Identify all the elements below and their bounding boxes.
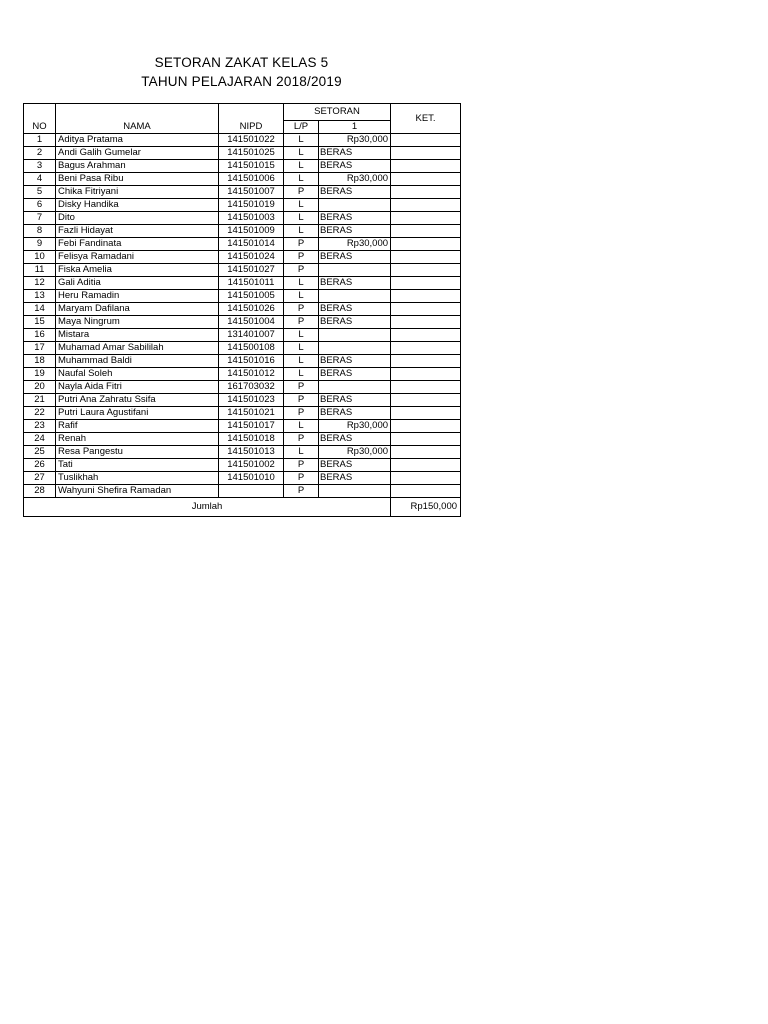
table-row bbox=[24, 329, 461, 342]
cell-setoran: Rp30,000 bbox=[319, 173, 391, 186]
table-row bbox=[24, 199, 461, 212]
cell-nama: Putri Laura Agustifani bbox=[56, 407, 219, 420]
header-setoran: SETORAN bbox=[284, 104, 391, 121]
cell-ket bbox=[391, 186, 461, 199]
cell-lp: L bbox=[284, 420, 319, 433]
cell-lp: P bbox=[284, 459, 319, 472]
cell-setoran: BERAS bbox=[319, 394, 391, 407]
table-row bbox=[24, 186, 461, 199]
cell-lp: P bbox=[284, 251, 319, 264]
cell-setoran: BERAS bbox=[319, 472, 391, 485]
cell-ket bbox=[391, 342, 461, 355]
cell-setoran: BERAS bbox=[319, 303, 391, 316]
cell-nama: Tati bbox=[56, 459, 219, 472]
cell-no: 15 bbox=[24, 316, 56, 329]
cell-no: 19 bbox=[24, 368, 56, 381]
cell-no: 27 bbox=[24, 472, 56, 485]
cell-nama: Fiska Amelia bbox=[56, 264, 219, 277]
cell-lp: L bbox=[284, 225, 319, 238]
cell-ket bbox=[391, 199, 461, 212]
cell-nama: Bagus Arahman bbox=[56, 160, 219, 173]
cell-nipd: 141501018 bbox=[219, 433, 284, 446]
table-row bbox=[24, 277, 461, 290]
cell-setoran: BERAS bbox=[319, 225, 391, 238]
cell-no: 14 bbox=[24, 303, 56, 316]
cell-nama: Febi Fandinata bbox=[56, 238, 219, 251]
cell-ket bbox=[391, 485, 461, 498]
cell-ket bbox=[391, 381, 461, 394]
cell-nama: Gali Aditia bbox=[56, 277, 219, 290]
cell-nipd: 141501016 bbox=[219, 355, 284, 368]
cell-lp: L bbox=[284, 277, 319, 290]
cell-ket bbox=[391, 394, 461, 407]
cell-nipd: 141501004 bbox=[219, 316, 284, 329]
cell-setoran bbox=[319, 342, 391, 355]
cell-ket bbox=[391, 225, 461, 238]
cell-nama: Chika Fitriyani bbox=[56, 186, 219, 199]
cell-setoran: BERAS bbox=[319, 407, 391, 420]
cell-no: 6 bbox=[24, 199, 56, 212]
cell-nipd: 141501012 bbox=[219, 368, 284, 381]
header-nipd: NIPD bbox=[219, 104, 284, 134]
cell-nipd: 141501015 bbox=[219, 160, 284, 173]
table-row bbox=[24, 290, 461, 303]
cell-nipd: 141501011 bbox=[219, 277, 284, 290]
cell-ket bbox=[391, 212, 461, 225]
table-row bbox=[24, 173, 461, 186]
cell-no: 7 bbox=[24, 212, 56, 225]
cell-ket bbox=[391, 134, 461, 147]
cell-nama: Felisya Ramadani bbox=[56, 251, 219, 264]
cell-no: 24 bbox=[24, 433, 56, 446]
cell-nipd: 141501024 bbox=[219, 251, 284, 264]
cell-no: 18 bbox=[24, 355, 56, 368]
cell-no: 28 bbox=[24, 485, 56, 498]
table-row bbox=[24, 251, 461, 264]
table-row bbox=[24, 368, 461, 381]
cell-lp: L bbox=[284, 290, 319, 303]
document-subtitle: TAHUN PELAJARAN 2018/2019 bbox=[141, 74, 342, 89]
cell-setoran: Rp30,000 bbox=[319, 134, 391, 147]
cell-nipd: 141501010 bbox=[219, 472, 284, 485]
cell-no: 17 bbox=[24, 342, 56, 355]
cell-nipd: 141501023 bbox=[219, 394, 284, 407]
cell-nama: Disky Handika bbox=[56, 199, 219, 212]
header-no: NO bbox=[24, 104, 56, 134]
cell-ket bbox=[391, 277, 461, 290]
cell-no: 10 bbox=[24, 251, 56, 264]
cell-no: 22 bbox=[24, 407, 56, 420]
table-row bbox=[24, 238, 461, 251]
cell-nipd: 141500108 bbox=[219, 342, 284, 355]
cell-lp: P bbox=[284, 407, 319, 420]
jumlah-label: Jumlah bbox=[24, 498, 391, 517]
table-row bbox=[24, 433, 461, 446]
cell-nipd: 141501026 bbox=[219, 303, 284, 316]
cell-lp: P bbox=[284, 472, 319, 485]
cell-setoran: BERAS bbox=[319, 459, 391, 472]
cell-nipd: 141501007 bbox=[219, 186, 284, 199]
cell-ket bbox=[391, 368, 461, 381]
cell-no: 4 bbox=[24, 173, 56, 186]
table-row bbox=[24, 147, 461, 160]
cell-lp: L bbox=[284, 329, 319, 342]
cell-setoran: Rp30,000 bbox=[319, 420, 391, 433]
cell-no: 3 bbox=[24, 160, 56, 173]
cell-lp: P bbox=[284, 485, 319, 498]
cell-nipd bbox=[219, 485, 284, 498]
table-row bbox=[24, 225, 461, 238]
table-row bbox=[24, 160, 461, 173]
cell-nama: Aditya Pratama bbox=[56, 134, 219, 147]
document-title: SETORAN ZAKAT KELAS 5 bbox=[154, 55, 329, 70]
cell-nipd: 141501013 bbox=[219, 446, 284, 459]
cell-nipd: 141501014 bbox=[219, 238, 284, 251]
table-row bbox=[24, 446, 461, 459]
cell-ket bbox=[391, 290, 461, 303]
cell-nipd: 141501022 bbox=[219, 134, 284, 147]
table-row bbox=[24, 264, 461, 277]
cell-setoran: BERAS bbox=[319, 160, 391, 173]
cell-nama: Mistara bbox=[56, 329, 219, 342]
cell-nama: Fazli Hidayat bbox=[56, 225, 219, 238]
jumlah-value: Rp150,000 bbox=[391, 498, 461, 517]
cell-lp: P bbox=[284, 381, 319, 394]
header-lp: L/P bbox=[284, 121, 319, 134]
table-row bbox=[24, 355, 461, 368]
cell-lp: P bbox=[284, 186, 319, 199]
cell-ket bbox=[391, 173, 461, 186]
cell-setoran: BERAS bbox=[319, 147, 391, 160]
cell-nipd: 141501027 bbox=[219, 264, 284, 277]
cell-lp: L bbox=[284, 147, 319, 160]
cell-no: 26 bbox=[24, 459, 56, 472]
cell-no: 2 bbox=[24, 147, 56, 160]
cell-ket bbox=[391, 303, 461, 316]
cell-nama: Beni Pasa Ribu bbox=[56, 173, 219, 186]
cell-setoran: BERAS bbox=[319, 433, 391, 446]
cell-lp: P bbox=[284, 303, 319, 316]
cell-nama: Putri Ana Zahratu Ssifa bbox=[56, 394, 219, 407]
cell-no: 16 bbox=[24, 329, 56, 342]
cell-lp: P bbox=[284, 264, 319, 277]
table-row bbox=[24, 342, 461, 355]
cell-nipd: 141501009 bbox=[219, 225, 284, 238]
cell-nipd: 141501017 bbox=[219, 420, 284, 433]
cell-setoran: Rp30,000 bbox=[319, 238, 391, 251]
cell-lp: L bbox=[284, 446, 319, 459]
cell-nama: Nayla Aida Fitri bbox=[56, 381, 219, 394]
cell-nipd: 141501019 bbox=[219, 199, 284, 212]
zakat-table bbox=[23, 103, 461, 517]
cell-setoran: BERAS bbox=[319, 368, 391, 381]
cell-ket bbox=[391, 433, 461, 446]
cell-lp: L bbox=[284, 160, 319, 173]
cell-lp: L bbox=[284, 212, 319, 225]
header-setoran-1: 1 bbox=[319, 121, 391, 134]
cell-nipd: 131401007 bbox=[219, 329, 284, 342]
cell-ket bbox=[391, 355, 461, 368]
cell-nama: Andi Galih Gumelar bbox=[56, 147, 219, 160]
cell-nama: Tuslikhah bbox=[56, 472, 219, 485]
cell-ket bbox=[391, 316, 461, 329]
cell-ket bbox=[391, 329, 461, 342]
table-row bbox=[24, 381, 461, 394]
cell-ket bbox=[391, 459, 461, 472]
cell-nama: Naufal Soleh bbox=[56, 368, 219, 381]
cell-lp: P bbox=[284, 394, 319, 407]
cell-nama: Renah bbox=[56, 433, 219, 446]
cell-ket bbox=[391, 407, 461, 420]
cell-setoran bbox=[319, 290, 391, 303]
cell-setoran: BERAS bbox=[319, 186, 391, 199]
cell-nama: Maryam Dafilana bbox=[56, 303, 219, 316]
cell-ket bbox=[391, 264, 461, 277]
cell-no: 23 bbox=[24, 420, 56, 433]
cell-nipd: 161703032 bbox=[219, 381, 284, 394]
cell-nama: Rafif bbox=[56, 420, 219, 433]
cell-ket bbox=[391, 147, 461, 160]
cell-no: 11 bbox=[24, 264, 56, 277]
cell-nipd: 141501003 bbox=[219, 212, 284, 225]
cell-nipd: 141501005 bbox=[219, 290, 284, 303]
table-row bbox=[24, 459, 461, 472]
cell-lp: L bbox=[284, 342, 319, 355]
cell-ket bbox=[391, 446, 461, 459]
cell-lp: L bbox=[284, 134, 319, 147]
cell-lp: L bbox=[284, 199, 319, 212]
table-row bbox=[24, 303, 461, 316]
cell-no: 25 bbox=[24, 446, 56, 459]
cell-no: 21 bbox=[24, 394, 56, 407]
cell-no: 9 bbox=[24, 238, 56, 251]
cell-nama: Maya Ningrum bbox=[56, 316, 219, 329]
cell-nipd: 141501021 bbox=[219, 407, 284, 420]
cell-lp: L bbox=[284, 368, 319, 381]
cell-ket bbox=[391, 251, 461, 264]
header-ket: KET. bbox=[391, 104, 461, 134]
cell-no: 13 bbox=[24, 290, 56, 303]
cell-lp: L bbox=[284, 173, 319, 186]
cell-ket bbox=[391, 238, 461, 251]
cell-lp: P bbox=[284, 238, 319, 251]
cell-ket bbox=[391, 420, 461, 433]
cell-nama: Muhammad Baldi bbox=[56, 355, 219, 368]
table-row bbox=[24, 316, 461, 329]
cell-nama: Muhamad Amar Sabililah bbox=[56, 342, 219, 355]
table-row bbox=[24, 472, 461, 485]
cell-ket bbox=[391, 472, 461, 485]
table-row bbox=[24, 407, 461, 420]
cell-lp: L bbox=[284, 355, 319, 368]
table-row bbox=[24, 420, 461, 433]
cell-setoran bbox=[319, 485, 391, 498]
cell-setoran: BERAS bbox=[319, 251, 391, 264]
cell-nama: Dito bbox=[56, 212, 219, 225]
cell-setoran bbox=[319, 329, 391, 342]
cell-lp: P bbox=[284, 433, 319, 446]
cell-setoran: BERAS bbox=[319, 212, 391, 225]
table-row bbox=[24, 134, 461, 147]
cell-ket bbox=[391, 160, 461, 173]
table-row bbox=[24, 394, 461, 407]
cell-nipd: 141501025 bbox=[219, 147, 284, 160]
jumlah-row bbox=[24, 498, 461, 517]
cell-no: 20 bbox=[24, 381, 56, 394]
cell-setoran: BERAS bbox=[319, 316, 391, 329]
cell-setoran: Rp30,000 bbox=[319, 446, 391, 459]
cell-lp: P bbox=[284, 316, 319, 329]
cell-nama: Resa Pangestu bbox=[56, 446, 219, 459]
cell-nama: Wahyuni Shefira Ramadan bbox=[56, 485, 219, 498]
table-row bbox=[24, 485, 461, 498]
cell-no: 12 bbox=[24, 277, 56, 290]
cell-nipd: 141501002 bbox=[219, 459, 284, 472]
cell-no: 1 bbox=[24, 134, 56, 147]
cell-nipd: 141501006 bbox=[219, 173, 284, 186]
cell-setoran bbox=[319, 199, 391, 212]
cell-no: 5 bbox=[24, 186, 56, 199]
cell-no: 8 bbox=[24, 225, 56, 238]
cell-setoran: BERAS bbox=[319, 355, 391, 368]
header-nama: NAMA bbox=[56, 104, 219, 134]
cell-setoran bbox=[319, 381, 391, 394]
cell-setoran: BERAS bbox=[319, 277, 391, 290]
table-row bbox=[24, 212, 461, 225]
cell-nama: Heru Ramadin bbox=[56, 290, 219, 303]
cell-setoran bbox=[319, 264, 391, 277]
